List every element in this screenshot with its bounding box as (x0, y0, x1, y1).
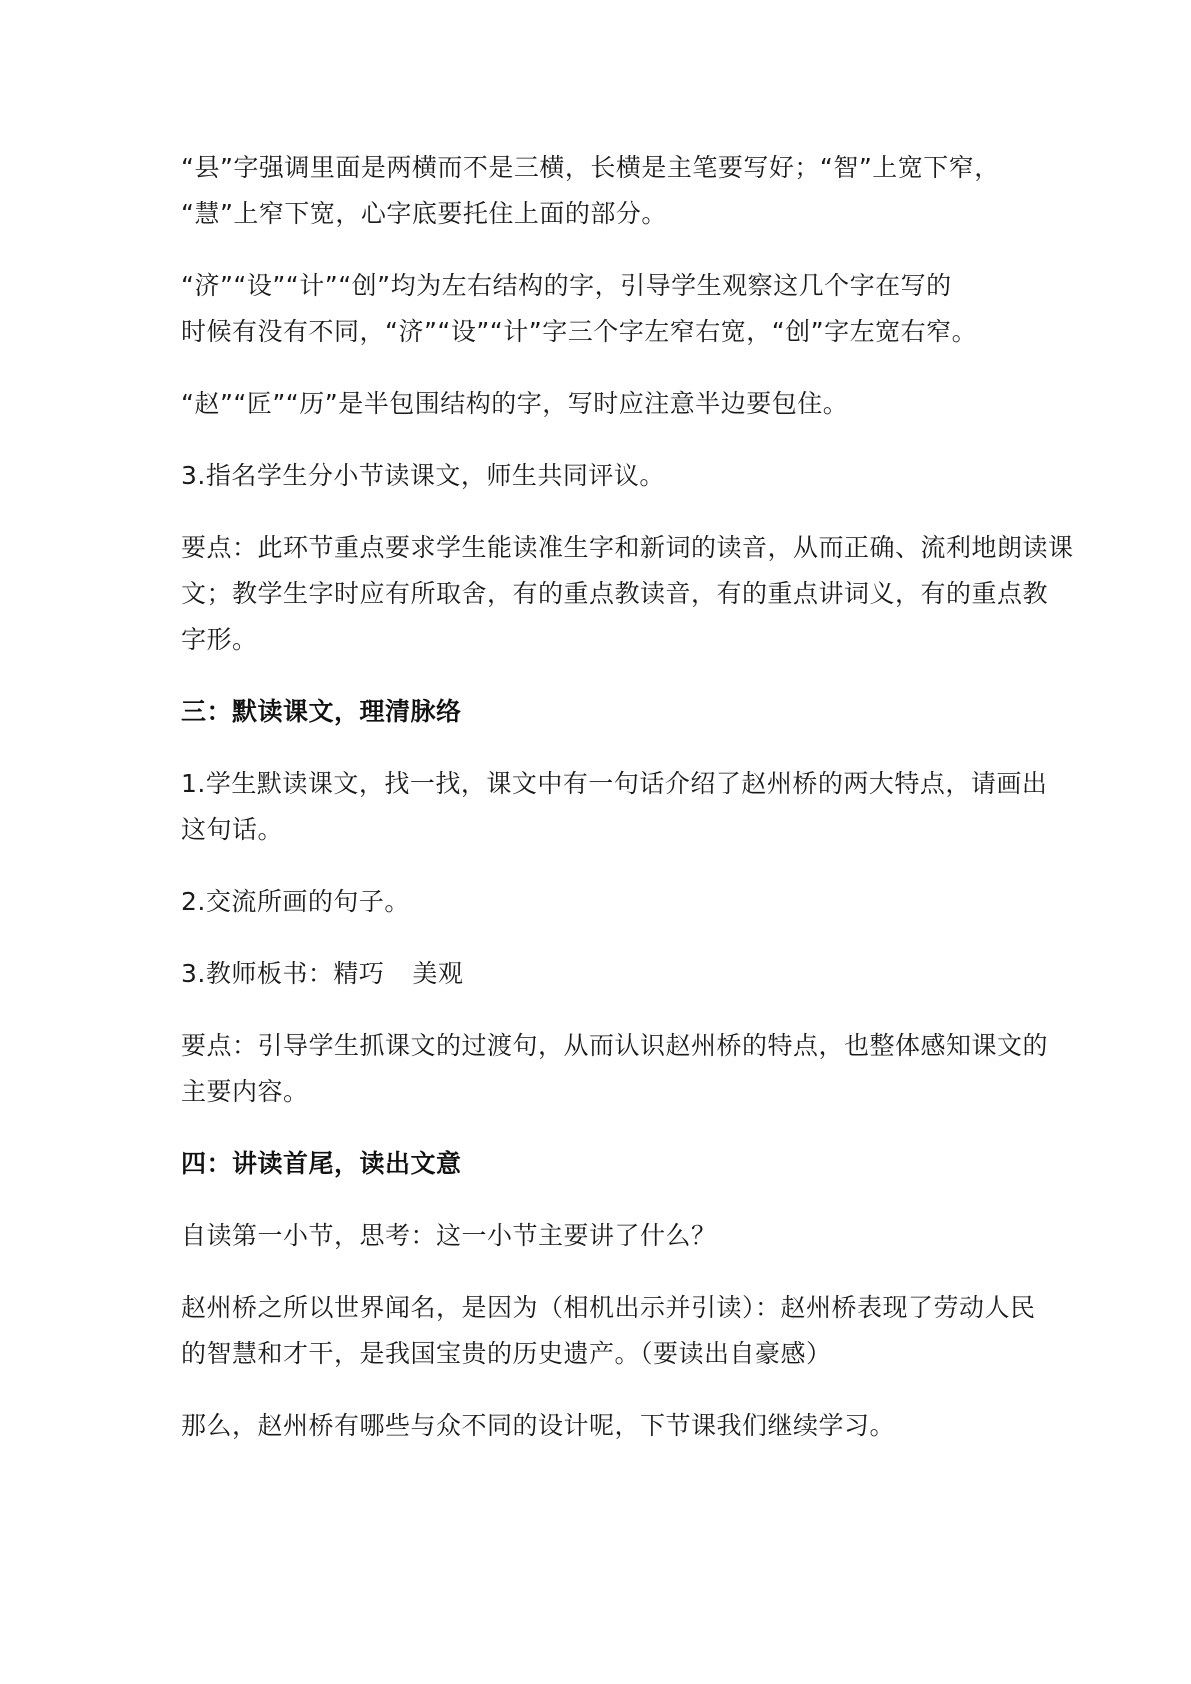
text-line: 这句话。 (181, 815, 284, 844)
text-line: 要点：此环节重点要求学生能读准生字和新词的读音，从而正确、流利地朗读课 (181, 533, 1074, 562)
text-line: 时候有没有不同，“济”“设”“计”字三个字左窄右宽，“创”字左宽右窄。 (181, 317, 978, 346)
board-prefix: 3.教师板书：精巧 (181, 959, 385, 988)
text-line: 1.学生默读课文，找一找，课文中有一句话介绍了赵州桥的两大特点，请画出 (181, 769, 1048, 798)
document-body (181, 145, 1074, 1475)
text-line: 的智慧和才干，是我国宝贵的历史遗产。（要读出自豪感） (181, 1339, 832, 1368)
paragraph-half-enclosure (181, 381, 1061, 427)
heading-text: 三：默读课文，理清脉络 (181, 697, 462, 726)
text-line: “济”“设”“计”“创”均为左右结构的字，引导学生观察这几个字在写的 (181, 271, 952, 300)
text-line: 字形。 (181, 625, 258, 654)
text-line: 2.交流所画的句子。 (181, 887, 410, 916)
section-heading-3 (181, 689, 1061, 735)
text-line: 赵州桥之所以世界闻名，是因为（相机出示并引读）：赵州桥表现了劳动人民 (181, 1293, 1036, 1322)
paragraph-key-points-2 (181, 1023, 1061, 1115)
text-line: 要点：引导学生抓课文的过渡句，从而认识赵州桥的特点，也整体感知课文的 (181, 1031, 1049, 1060)
paragraph-step-2-sharing (181, 879, 1061, 925)
text-line: “慧”上窄下宽，心字底要托住上面的部分。 (181, 199, 667, 228)
paragraph-step-3-board (181, 951, 1061, 997)
text-line: 3.指名学生分小节读课文，师生共同评议。 (181, 461, 665, 490)
text-line: “赵”“匠”“历”是半包围结构的字，写时应注意半边要包住。 (181, 389, 849, 418)
board-line (181, 951, 1061, 997)
text-line: 主要内容。 (181, 1077, 309, 1106)
text-line: 自读第一小节，思考：这一小节主要讲了什么？ (181, 1221, 717, 1250)
text-line: “县”字强调里面是两横而不是三横，长横是主笔要写好；“智”上宽下窄， (181, 153, 1000, 182)
text-line: 那么，赵州桥有哪些与众不同的设计呢，下节课我们继续学习。 (181, 1411, 896, 1440)
paragraph-stroke-notes (181, 145, 1061, 237)
paragraph-zhaozhou-bridge-fame (181, 1285, 1061, 1377)
heading-text: 四：讲读首尾，读出文意 (181, 1149, 462, 1178)
paragraph-left-right-structure (181, 263, 1061, 355)
paragraph-next-lesson (181, 1403, 1061, 1449)
paragraph-step-1-silent-reading (181, 761, 1061, 853)
paragraph-step-3-reading (181, 453, 1061, 499)
paragraph-key-points-1 (181, 525, 1074, 663)
text-line: 文；教学生字时应有所取舍，有的重点教读音，有的重点讲词义，有的重点教 (181, 579, 1049, 608)
board-suffix: 美观 (412, 959, 464, 988)
section-heading-4 (181, 1141, 1061, 1187)
paragraph-self-reading (181, 1213, 1061, 1259)
